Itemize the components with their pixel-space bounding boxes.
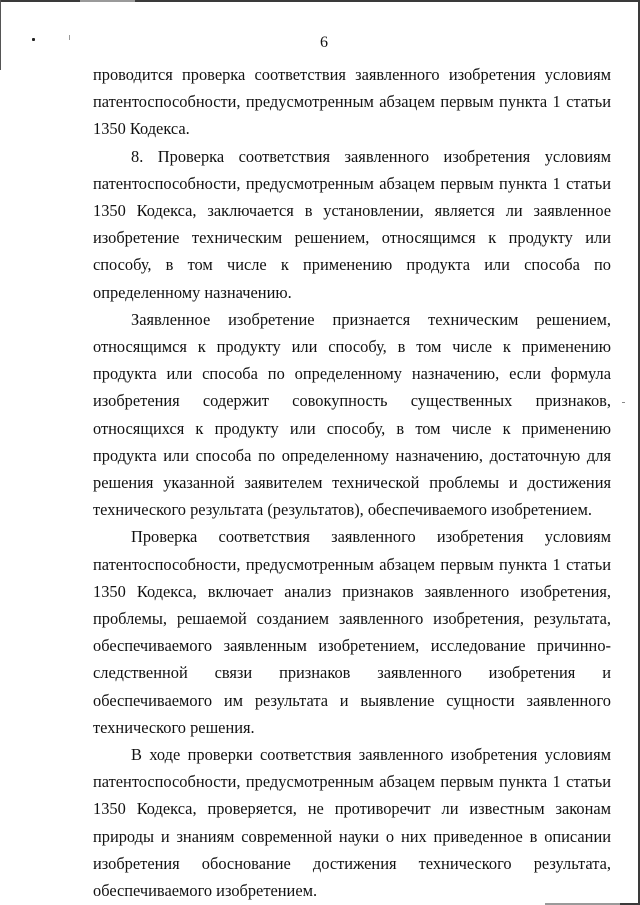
paragraph-continuation: проводится проверка соответствия заявленного изобретения условиям патентоспособности, предусмотренным абзацем первым пункта 1 статьи 1350 Кодекса. xyxy=(93,65,611,139)
page-number: 6 xyxy=(320,34,328,51)
paragraph-clause-8: 8. Проверка соответствия заявленного изобретения условиям патентоспособности, предусмотренным абзацем первым пункта 1 статьи 1350 Кодекса, заключается в установлении, является ли заявленное изобретение техническим решением, относящимся к продукту или способу, в том числе к применению продукта или способа по определенному назначению. xyxy=(93,146,611,302)
paragraph-technical-solution-criteria: Заявленное изобретение признается техническим решением, относящимся к продукту или способу, в том числе к применению продукта или способа по определенному назначению, если формула изобретения содержит совокупность существенных признаков, относящихся к продукту или способу, в том числе к применению продукта или способа по определенному назначению, достаточную для решения указанной заявителем технической проблемы и достижения технического результата (результатов), обеспечиваемого изобретением. xyxy=(93,309,611,520)
scan-artifact-mark xyxy=(622,402,625,403)
paragraph-laws-of-nature-check: В ходе проверки соответствия заявленного изобретения условиям патентоспособности, предусмотренным абзацем первым пункта 1 статьи 1350 Кодекса, проверяется, не противоречит ли известным законам природы и знаниям современной науки о них приведенное в описании изобретения обоснование достижения технического результата, обеспечиваемого изобретением. xyxy=(93,745,611,901)
scan-border-top-light xyxy=(80,0,135,2)
document-body xyxy=(93,61,611,904)
paragraph-verification-analysis: Проверка соответствия заявленного изобретения условиям патентоспособности, предусмотренным абзацем первым пункта 1 статьи 1350 Кодекса, включает анализ признаков заявленного изобретения, проблемы, решаемой созданием заявленного изобретения, результата, обеспечиваемого заявленным изобретением, исследование причинно-следственной связи признаков заявленного изобретения и обеспечиваемого им результата и выявление сущности заявленного технического решения. xyxy=(93,527,611,737)
